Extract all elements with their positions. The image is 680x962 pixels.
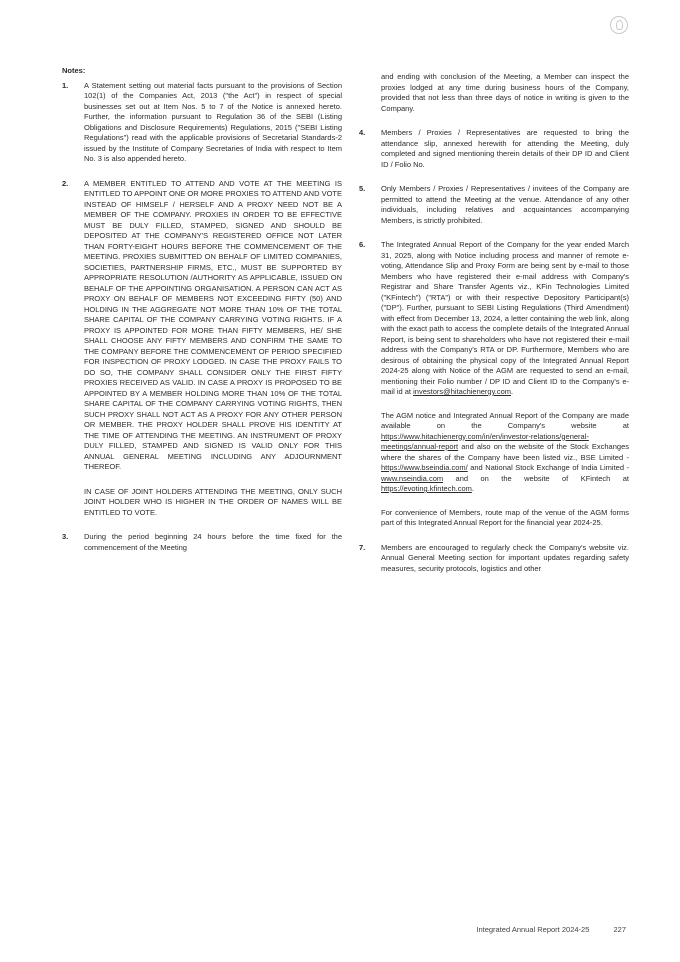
nse-website-link[interactable]: www.nseindia.com: [381, 473, 444, 483]
company-website-link[interactable]: https://www.hitachienergy.com/in/en/investor-relations/general-meetings/annual-report: [381, 431, 589, 451]
note-text-segment: The Integrated Annual Report of the Company for the year ended March 31, 2025, along with Notice including process and manner of remote e-voting, Attendance Slip and Proxy Form are being sent by e-mail to those Members who have registered their e-mail address with Company's Registrar and Share Transfer Agents viz., KFin Technologies Limited ("KFintech") ("RTA") or with their respective Depository Participant(s) ("DP"). Further, pursuant to SEBI Listing Regulations (Third Amendment) with effect from December 13, 2024, a letter containing the web link, along with the exact path to access the complete details of the Integrated Annual Report, is being sent to shareholders who have not registered their e-mail address with the Company's RTA or DP. Furthermore, Members who are desirous of obtaining the physical copy of the Integrated Annual Report 2024-25 along with Notice of the AGM are requested to send an e-mail, mentioning their Folio number / DP ID and Client ID to the Company's e-mail id at: [381, 240, 629, 396]
note-text: A Statement setting out material facts pursuant to the provisions of Section 102(1) of the Companies Act, 2013 ("the Act") in respect of special businesses set out at Item Nos. 5 to 7 of the Notice is annexed hereto. Further, the information pursuant to Regulation 36 of the SEBI (Listing Obligations and Disclosure Requirements) Regulations, 2015 ("SEBI Listing Regulations") read with the applicable provisions of Secretarial Standards-2 issued by the Institute of Company Secretaries of India with respect to Item No. 3 is also appended hereto.: [84, 80, 342, 163]
note-item-1: [62, 81, 342, 165]
company-logo-icon: [610, 16, 628, 34]
note-text: Members are encouraged to regularly check the Company's website viz. Annual General Meeting section for important updates regarding safety measures, security protocols, logistics and other: [381, 542, 629, 573]
note-text: A MEMBER ENTITLED TO ATTEND AND VOTE AT THE MEETING IS ENTITLED TO APPOINT ONE OR MORE PROXIES TO ATTEND AND VOTE INSTEAD OF HIMSELF / HERSELF AND A PROXY NEED NOT BE A MEMBER OF THE COMPANY. PROXIES IN ORDER TO BE EFFECTIVE MUST BE DULY FILLED, STAMPED, SIGNED AND SHOULD BE DEPOSITED AT THE COMPANY'S REGISTERED OFFICE NOT LATER THAN FORTY-EIGHT HOURS BEFORE THE COMMENCEMENT OF THE MEETING. PROXIES SUBMITTED ON BEHALF OF LIMITED COMPANIES, SOCIETIES, PARTNERSHIP FIRMS, ETC., MUST BE SUPPORTED BY APPROPRIATE RESOLUTION /AUTHORITY AS APPLICABLE, ISSUED ON BEHALF OF THE APPOINTING ORGANISATION. A PERSON CAN ACT AS PROXY ON BEHALF OF MEMBERS NOT EXCEEDING FIFTY (50) AND HOLDING IN THE AGGREGATE NOT MORE THAN 10% OF THE TOTAL SHARE CAPITAL OF THE COMPANY CARRYING VOTING RIGHTS. IF A PROXY IS APPOINTED FOR MORE THAN FIFTY MEMBERS, HE/ SHE SHALL CHOOSE ANY FIFTY MEMBERS AND CONFIRM THE SAME TO THE COMPANY BEFORE THE COMMENCEMENT OF PERIOD SPECIFIED FOR INSPECTION OF PROXY LODGED. IN CASE THE PROXY FAILS TO DO SO, THE COMPANY SHALL CONSIDER ONLY THE FIRST FIFTY PROXIES RECEIVED AS VALID. IN CASE A PROXY IS PROPOSED TO BE APPOINTED BY A MEMBER HOLDING MORE THAN 10% OF THE TOTAL SHARE CAPITAL OF THE COMPANY CARRYING VOTING RIGHTS, THEN SUCH PROXY SHALL NOT ACT AS A PROXY FOR ANY OTHER PERSON OR MEMBER. THE PROXY HOLDER SHALL PROVE HIS IDENTITY AT THE TIME OF ATTENDING THE MEETING. AN INSTRUMENT OF PROXY DULY FILLED, STAMPED AND SIGNED IS VALID ONLY FOR THIS ANNUAL GENERAL MEETING INCLUDING ANY ADJOURNMENT THEREOF.: [84, 178, 342, 471]
joint-holders-paragraph: IN CASE OF JOINT HOLDERS ATTENDING THE MEETING, ONLY SUCH JOINT HOLDER WHO IS HIGHER IN THE ORDER OF NAMES WILL BE ENTITLED TO VOTE.: [84, 486, 342, 517]
bse-website-link[interactable]: https://www.bseindia.com/: [381, 463, 468, 472]
investor-email-link[interactable]: investors@hitachienergy.com: [413, 387, 512, 396]
note-number: 4.: [359, 128, 366, 137]
notes-heading: Notes:: [62, 66, 86, 75]
note-text: Only Members / Proxies / Representatives / invitees of the Company are permitted to attend the Meeting at the venue. Attendance of any other individuals, including relatives and acquaintances accompanying Members, is strictly prohibited.: [381, 184, 629, 225]
right-column: [359, 72, 629, 588]
note-text-segment: .: [511, 387, 514, 396]
note-item-6: [359, 240, 629, 529]
note-text-segment: and on the website of KFintech at: [443, 473, 629, 483]
note-number: 5.: [359, 184, 366, 193]
page-number: 227: [613, 925, 626, 934]
note-text: [381, 240, 629, 398]
report-title: Integrated Annual Report 2024-25: [476, 925, 590, 934]
note-item-2: [62, 179, 342, 473]
note-number: 2.: [62, 178, 69, 188]
note-item-5: [359, 184, 629, 226]
note-text: Members / Proxies / Representatives are requested to bring the attendance slip, annexed herewith for attending the Meeting, duly completed and signed mentioning therein details of their DP ID and Client ID / Folio No.: [381, 128, 629, 169]
note-number: 3.: [62, 532, 69, 541]
note-number: 6.: [359, 240, 366, 249]
note-text-segment: and also on the website of the Stock Exchanges where the shares of the Company have been listed viz., BSE Limited -: [381, 442, 629, 462]
note-text-segment: .: [471, 484, 474, 493]
note-item-4: [359, 128, 629, 170]
note-3-continuation: and ending with conclusion of the Meeting, a Member can inspect the proxies lodged at any time during business hours of the Company, provided that not less than three days of notice in writing is given to the Company.: [381, 72, 629, 113]
note-number: 7.: [359, 542, 366, 552]
kfintech-website-link[interactable]: https://evoting.kfintech.com: [381, 484, 472, 493]
note-text-segment: and National Stock Exchange of India Limited -: [467, 463, 629, 472]
note-item-3: [62, 532, 342, 553]
note-text-segment: The AGM notice and Integrated Annual Report of the Company are made available on the Company's website at: [381, 410, 629, 430]
note-number: 1.: [62, 80, 69, 90]
report-availability-paragraph: [381, 411, 629, 495]
left-column: [62, 66, 342, 567]
page-footer: [476, 925, 626, 934]
note-text: During the period beginning 24 hours before the time fixed for the commencement of the Meeting: [84, 532, 342, 552]
route-map-paragraph: For convenience of Members, route map of the venue of the AGM forms part of this Integrated Annual Report for the financial year 2024-25.: [381, 507, 629, 527]
note-item-7: [359, 543, 629, 575]
